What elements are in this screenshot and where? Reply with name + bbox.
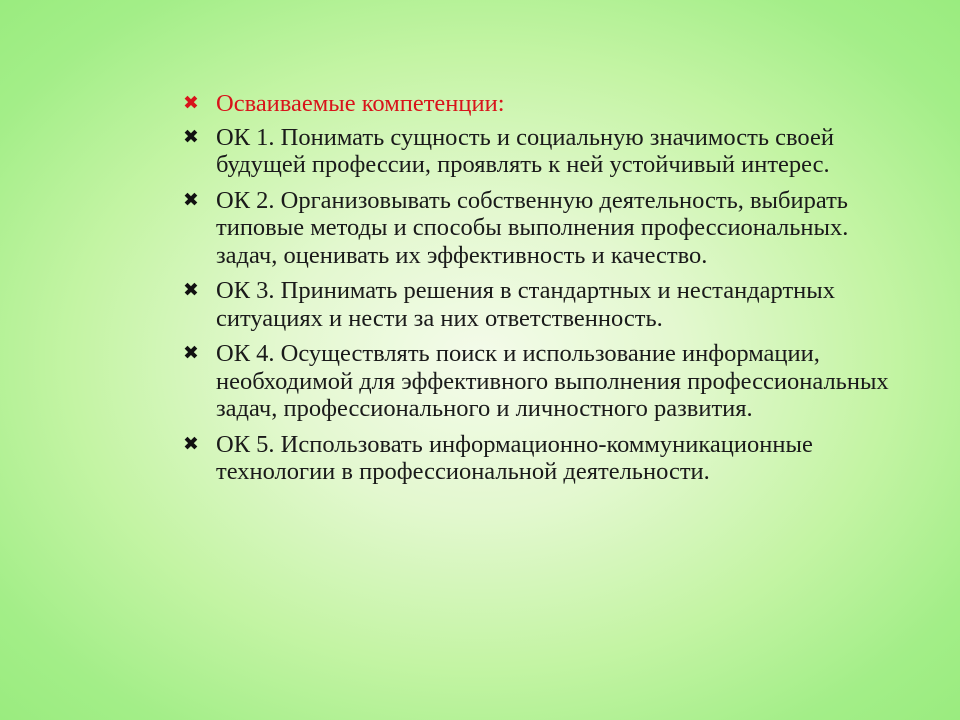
list-item — [183, 187, 903, 270]
list-item-text: ОК 4. Осуществлять поиск и использование информации, необходимой для эффективного выполнения профессиональных задач, профессионального и личностного развития. — [216, 340, 889, 422]
x-mark-icon: ✖ — [183, 279, 199, 301]
list-item — [183, 124, 903, 179]
list-item — [183, 277, 903, 332]
x-mark-icon: ✖ — [183, 188, 199, 211]
list-item-text: ОК 3. Принимать решения в стандартных и нестандартных ситуациях и нести за них ответственность. — [216, 277, 835, 332]
competencies-list — [183, 90, 903, 494]
list-item-text: ОК 5. Использовать информационно-коммуникационные технологии в профессиональной деятельности. — [216, 430, 813, 485]
x-mark-icon: ✖ — [183, 125, 199, 148]
x-mark-icon: ✖ — [183, 432, 199, 455]
list-item — [183, 431, 903, 486]
list-item-text: ОК 1. Понимать сущность и социальную значимость своей будущей профессии, проявлять к ней устойчивый интерес. — [216, 123, 834, 178]
x-mark-icon: ✖ — [183, 342, 199, 364]
list-heading — [183, 90, 903, 118]
list-item — [183, 340, 903, 423]
x-mark-icon: ✖ — [183, 92, 199, 114]
list-item-text: ОК 2. Организовывать собственную деятельность, выбирать типовые методы и способы выполнения профессиональных. задач, оценивать их эффективность и качество. — [216, 186, 849, 269]
heading-text: Осваиваемые компетенции: — [216, 90, 505, 117]
